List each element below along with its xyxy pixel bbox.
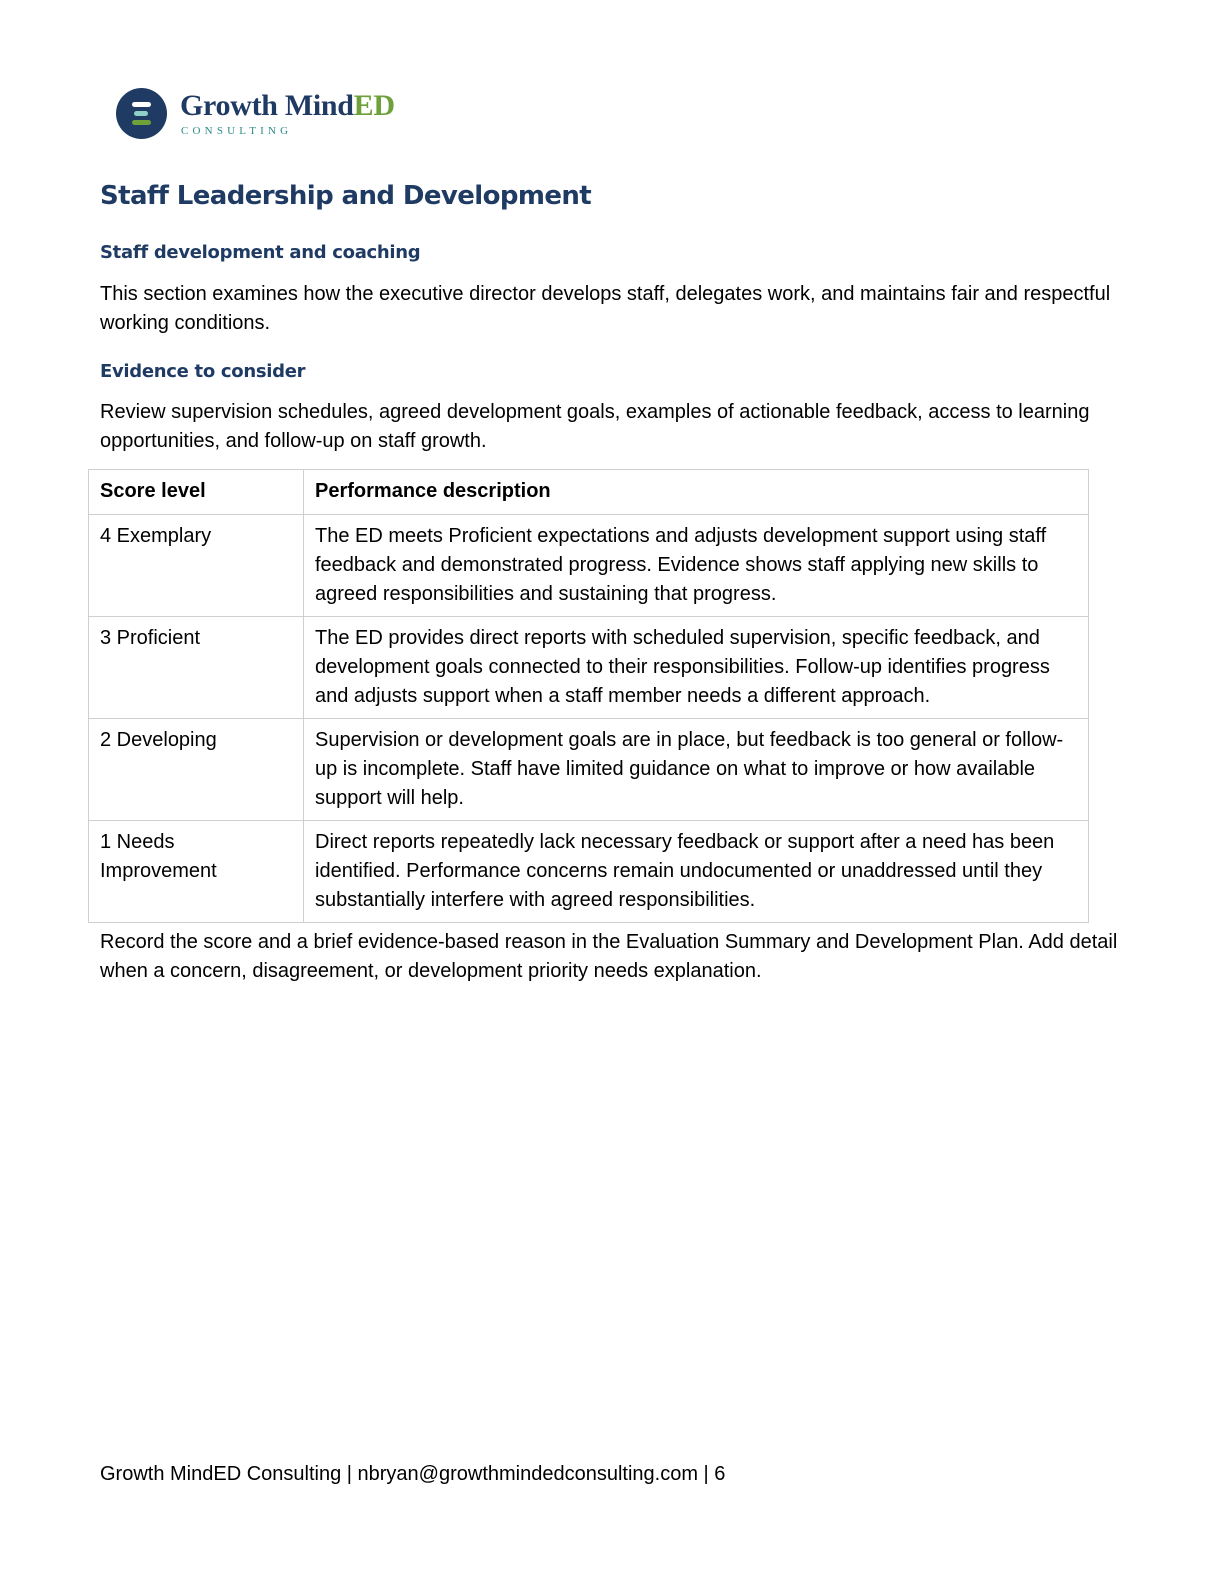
logo-wordmark: Growth MindED <box>180 89 395 122</box>
evidence-text: Review supervision schedules, agreed development goals, examples of actionable feedback, access to learning opportunities, and follow-up on staff growth. <box>100 401 1090 452</box>
description-cell: The ED provides direct reports with scheduled supervision, specific feedback, and development goals connected to their responsibilities. Follow-up identifies progress and adjusts support when a staff member needs a different approach. <box>304 617 1089 719</box>
company-logo <box>116 88 416 142</box>
table-row <box>89 821 1089 923</box>
description-cell: Direct reports repeatedly lack necessary feedback or support after a need has been identified. Performance concerns remain undocumented or unaddressed until they substantially interfere with agreed responsibilities. <box>304 821 1089 923</box>
table-row <box>89 719 1089 821</box>
section-heading-staff-development: Staff development and coaching <box>100 242 421 263</box>
score-level-cell: 1 Needs Improvement <box>89 821 304 923</box>
logo-mark-icon <box>116 88 167 139</box>
score-level-cell: 4 Exemplary <box>89 515 304 617</box>
table-header-row <box>89 470 1089 515</box>
logo-tagline: CONSULTING <box>181 125 293 137</box>
table-row <box>89 617 1089 719</box>
description-cell: Supervision or development goals are in place, but feedback is too general or follow-up is incomplete. Staff have limited guidance on what to improve or how available support will help. <box>304 719 1089 821</box>
page-title: Staff Leadership and Development <box>100 181 592 211</box>
score-level-cell: 3 Proficient <box>89 617 304 719</box>
page-footer: Growth MindED Consulting | nbryan@growthmindedconsulting.com | 6 <box>100 1463 726 1485</box>
table-row <box>89 515 1089 617</box>
score-level-cell: 2 Developing <box>89 719 304 821</box>
section-heading-evidence: Evidence to consider <box>100 361 306 382</box>
description-cell: The ED meets Proficient expectations and adjusts development support using staff feedback and demonstrated progress. Evidence shows staff applying new skills to agreed responsibilities and sustaining that progress. <box>304 515 1089 617</box>
closing-note: Record the score and a brief evidence-based reason in the Evaluation Summary and Development Plan. Add detail when a concern, disagreement, or development priority needs explanation. <box>100 931 1118 982</box>
column-header-score-level: Score level <box>89 470 304 515</box>
score-rubric-table <box>88 469 1089 923</box>
column-header-performance-description: Performance description <box>304 470 1089 515</box>
section-intro-text: This section examines how the executive director develops staff, delegates work, and maintains fair and respectful working conditions. <box>100 283 1111 334</box>
